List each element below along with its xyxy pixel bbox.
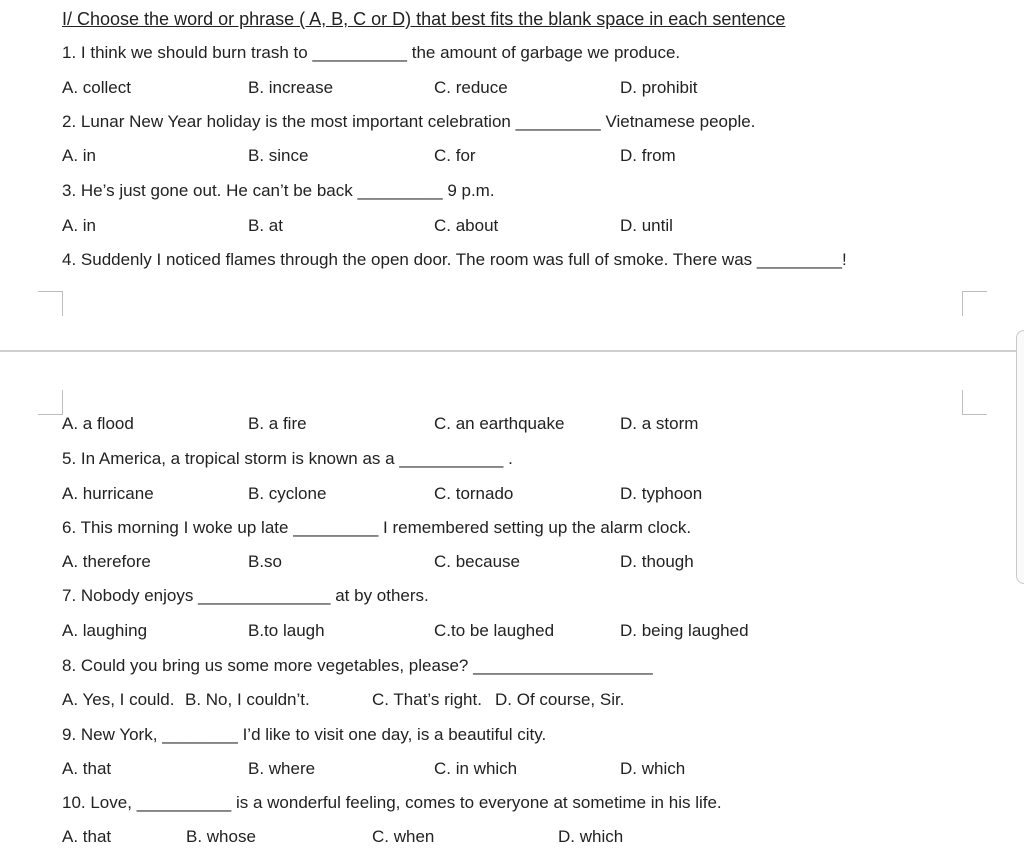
question-6-text: 6. This morning I woke up late	[62, 518, 289, 537]
question-10-option-a: A. that	[62, 827, 112, 846]
question-1-text-end: the amount of garbage we produce.	[411, 43, 681, 62]
question-5-blank: ___________	[399, 449, 504, 468]
question-6-option-d: D. though	[620, 552, 694, 571]
question-6-option-b: B.so	[248, 552, 283, 571]
question-3-option-d: D. until	[620, 216, 673, 235]
question-9-text: 9. New York,	[62, 725, 158, 744]
question-3	[62, 181, 495, 201]
question-7-blank: ______________	[198, 586, 331, 605]
page-corner-mark	[38, 390, 63, 415]
question-10-text: 10. Love,	[62, 793, 132, 812]
question-10-option-b: B. whose	[186, 827, 256, 846]
page-corner-mark	[962, 390, 987, 415]
question-10-option-c: C. when	[372, 827, 435, 846]
question-7-option-a: A. laughing	[62, 621, 148, 640]
page-break-divider	[0, 350, 1024, 352]
question-9-option-d: D. which	[620, 759, 686, 778]
question-8-blank: ___________________	[473, 656, 653, 675]
question-4-option-c: C. an earthquake	[434, 414, 565, 433]
question-2-text-end: Vietnamese people.	[605, 112, 756, 131]
question-5	[62, 449, 513, 469]
question-4-blank: _________	[756, 250, 842, 269]
question-1	[62, 43, 680, 63]
question-2-option-d: D. from	[620, 146, 676, 165]
question-8-text: 8. Could you bring us some more vegetables, please?	[62, 656, 469, 675]
question-9	[62, 725, 546, 745]
question-2-text: 2. Lunar New Year holiday is the most important celebration	[62, 112, 511, 131]
question-3-text-end: 9 p.m.	[447, 181, 495, 200]
question-4-option-b: B. a fire	[248, 414, 307, 433]
question-5-option-b: B. cyclone	[248, 484, 327, 503]
question-7-option-c: C.to be laughed	[434, 621, 555, 640]
question-10-blank: __________	[136, 793, 232, 812]
question-7-option-b: B.to laugh	[248, 621, 325, 640]
question-6-blank: _________	[293, 518, 379, 537]
question-8	[62, 656, 653, 676]
question-6-text-end: I remembered setting up the alarm clock.	[383, 518, 692, 537]
question-5-text: 5. In America, a tropical storm is known as a	[62, 449, 395, 468]
question-10	[62, 793, 722, 813]
question-7-option-d: D. being laughed	[620, 621, 749, 640]
question-3-text: 3. He’s just gone out. He can’t be back	[62, 181, 353, 200]
question-3-option-a: A. in	[62, 216, 97, 235]
question-5-option-c: C. tornado	[434, 484, 514, 503]
question-1-option-a: A. collect	[62, 78, 131, 97]
question-7	[62, 586, 429, 606]
question-8-option-c: C. That’s right.	[372, 690, 482, 709]
question-10-text-end: is a wonderful feeling, comes to everyone at sometime in his life.	[235, 793, 722, 812]
question-3-option-c: C. about	[434, 216, 499, 235]
question-9-option-a: A. that	[62, 759, 112, 778]
question-1-blank: __________	[312, 43, 407, 62]
side-panel-handle[interactable]	[1016, 330, 1024, 584]
question-4-text-end: !	[841, 250, 847, 269]
question-1-option-c: C. reduce	[434, 78, 508, 97]
question-2-option-b: B. since	[248, 146, 309, 165]
question-8-option-b: B. No, I couldn’t.	[185, 690, 310, 709]
question-2-option-a: A. in	[62, 146, 97, 165]
question-2-option-c: C. for	[434, 146, 476, 165]
question-1-option-b: B. increase	[248, 78, 334, 97]
page-corner-mark	[962, 291, 987, 316]
question-4-text: 4. Suddenly I noticed flames through the open door. The room was full of smoke. There was	[62, 250, 753, 269]
question-6-option-c: C. because	[434, 552, 520, 571]
question-5-text-end: .	[508, 449, 513, 468]
question-2-blank: _________	[515, 112, 601, 131]
question-7-text-end: at by others.	[335, 586, 429, 605]
question-4	[62, 250, 847, 270]
question-6	[62, 518, 691, 538]
question-9-text-end: I’d like to visit one day, is a beautiful city.	[242, 725, 547, 744]
question-5-option-d: D. typhoon	[620, 484, 703, 503]
question-1-text: 1. I think we should burn trash to	[62, 43, 308, 62]
question-2	[62, 112, 755, 132]
question-3-option-b: B. at	[248, 216, 283, 235]
question-5-option-a: A. hurricane	[62, 484, 154, 503]
question-1-option-d: D. prohibit	[620, 78, 698, 97]
question-6-option-a: A. therefore	[62, 552, 151, 571]
question-4-option-d: D. a storm	[620, 414, 699, 433]
question-3-blank: _________	[357, 181, 443, 200]
question-8-option-a: A. Yes, I could.	[62, 690, 175, 709]
question-9-option-b: B. where	[248, 759, 316, 778]
worksheet-heading: I/ Choose the word or phrase ( A, B, C or D) that best fits the blank space in each sentence	[62, 9, 786, 29]
question-10-option-d: D. which	[558, 827, 624, 846]
question-7-text: 7. Nobody enjoys	[62, 586, 194, 605]
question-4-option-a: A. a flood	[62, 414, 134, 433]
page-corner-mark	[38, 291, 63, 316]
question-9-blank: ________	[162, 725, 238, 744]
question-9-option-c: C. in which	[434, 759, 518, 778]
question-8-option-d: D. Of course, Sir.	[495, 690, 625, 709]
